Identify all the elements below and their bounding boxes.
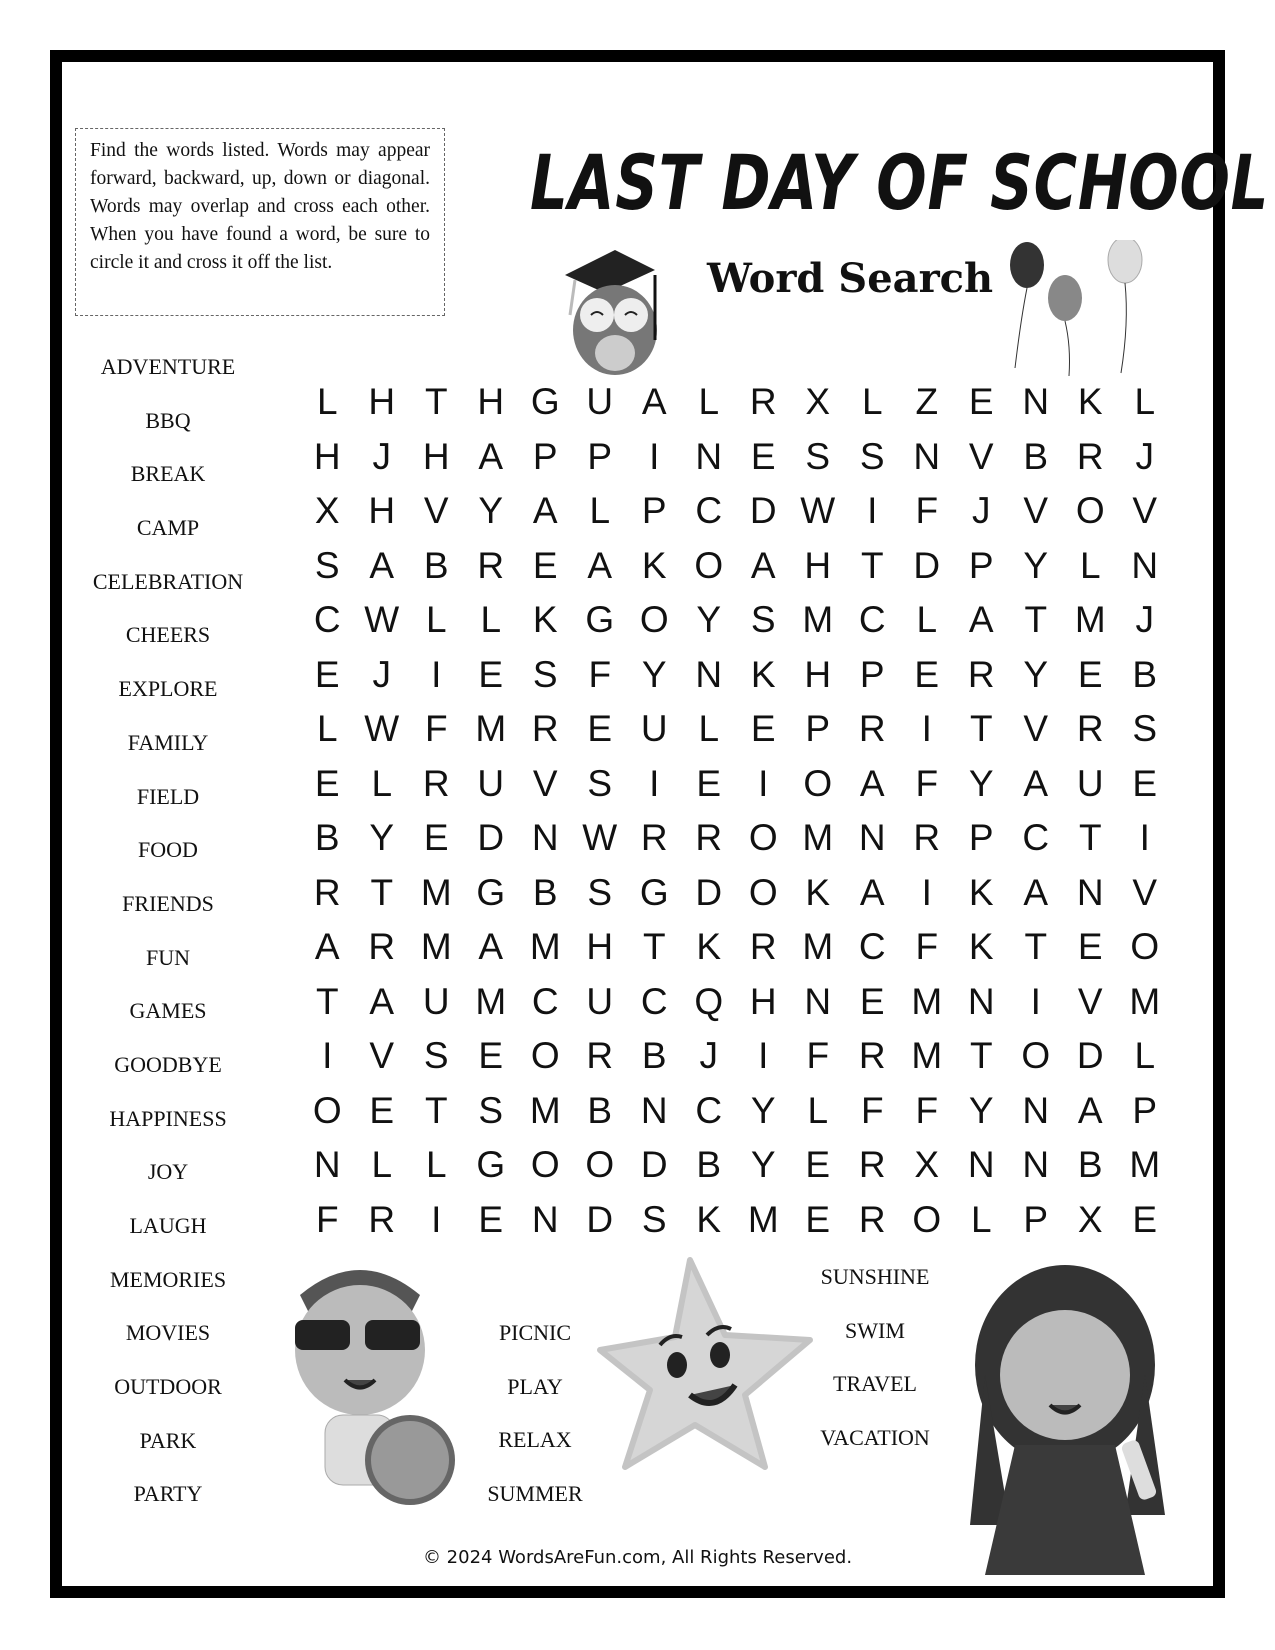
grid-cell: S xyxy=(750,599,776,640)
grid-cell: K xyxy=(750,653,776,695)
grid-cell: B xyxy=(696,1144,722,1185)
grid-cell: E xyxy=(369,1089,395,1131)
grid-cell: T xyxy=(969,1035,993,1076)
grid-cell: G xyxy=(585,599,615,640)
grid-cell: E xyxy=(478,1198,504,1240)
grid-cell: Y xyxy=(641,653,667,695)
page-subtitle: Word Search xyxy=(707,255,994,302)
grid-cell: L xyxy=(698,381,720,422)
grid-cell: F xyxy=(915,926,939,967)
copyright-footer: © 2024 WordsAreFun.com, All Rights Reserved. xyxy=(422,1547,853,1568)
grid-cell: U xyxy=(1076,762,1104,804)
word-item: RELAX xyxy=(498,1427,572,1453)
grid-cell: N xyxy=(1022,1089,1050,1131)
word-item: OUTDOOR xyxy=(114,1374,222,1400)
grid-cell: F xyxy=(860,1089,884,1131)
grid-cell: A xyxy=(641,381,667,422)
instructions-box: Find the words listed. Words may appear forward, backward, up, down or diagonal. Words may overlap and cross each other. When you have found a word, be sure to circle it and cross it off the list. xyxy=(75,128,445,316)
grid-cell: O xyxy=(748,817,778,858)
grid-cell: A xyxy=(1077,1089,1103,1131)
grid-cell: L xyxy=(698,708,720,749)
grid-cell: N xyxy=(967,980,995,1022)
grid-cell: F xyxy=(424,708,448,749)
grid-cell: K xyxy=(696,1198,722,1240)
grid-cell: L xyxy=(316,381,338,422)
grid-cell: F xyxy=(915,490,939,531)
grid-cell: S xyxy=(587,762,613,804)
grid-cell: I xyxy=(649,435,660,477)
grid-cell: H xyxy=(586,926,614,967)
grid-cell: V xyxy=(1132,871,1158,913)
grid-cell: M xyxy=(1074,599,1106,640)
grid-cell: P xyxy=(641,490,667,531)
grid-cell: O xyxy=(912,1198,942,1240)
grid-cell: J xyxy=(372,653,391,695)
grid-cell: A xyxy=(532,490,558,531)
grid-cell: N xyxy=(1022,1144,1050,1185)
grid-cell: N xyxy=(1076,871,1104,913)
grid-cell: L xyxy=(371,1144,393,1185)
grid-cell: N xyxy=(1022,381,1050,422)
grid-cell: V xyxy=(423,490,449,531)
grid-cell: I xyxy=(921,871,932,913)
word-item: PARTY xyxy=(133,1481,203,1507)
grid-cell: M xyxy=(420,871,452,913)
grid-cell: L xyxy=(589,490,611,531)
grid-cell: R xyxy=(967,653,995,695)
grid-cell: I xyxy=(322,1035,333,1076)
grid-cell: S xyxy=(478,1089,504,1131)
grid-cell: G xyxy=(476,871,506,913)
grid-cell: H xyxy=(368,490,396,531)
grid-cell: S xyxy=(532,653,558,695)
grid-cell: I xyxy=(431,1198,442,1240)
grid-cell: T xyxy=(315,980,339,1022)
grid-cell: F xyxy=(315,1198,339,1240)
smiling-star-icon xyxy=(595,1255,820,1470)
grid-cell: L xyxy=(425,599,447,640)
grid-cell: A xyxy=(859,762,885,804)
grid-cell: M xyxy=(911,980,943,1022)
word-item: JOY xyxy=(147,1159,189,1185)
grid-cell: V xyxy=(1077,980,1103,1022)
grid-cell: T xyxy=(424,381,448,422)
grid-cell: D xyxy=(749,490,777,531)
grid-cell: N xyxy=(531,817,559,858)
word-list-middle xyxy=(460,1318,610,1533)
grid-cell: R xyxy=(858,1035,886,1076)
grid-cell: B xyxy=(641,1035,667,1076)
grid-cell: K xyxy=(968,926,994,967)
grid-cell: T xyxy=(860,544,884,586)
grid-cell: E xyxy=(532,544,558,586)
grid-cell: S xyxy=(314,544,340,586)
grid-cell: S xyxy=(805,435,831,477)
grid-cell: M xyxy=(1129,980,1161,1022)
grid-cell: R xyxy=(858,1144,886,1185)
grid-cell: I xyxy=(1139,817,1150,858)
word-item: FAMILY xyxy=(127,729,209,755)
grid-cell: H xyxy=(422,435,450,477)
grid-cell: R xyxy=(313,871,341,913)
grid-cell: P xyxy=(587,435,613,477)
grid-cell: R xyxy=(368,926,396,967)
grid-cell: R xyxy=(1076,708,1104,749)
grid-cell: I xyxy=(758,1035,769,1076)
word-item: CHEERS xyxy=(125,622,211,648)
grid-cell: L xyxy=(316,708,338,749)
grid-cell: N xyxy=(1131,544,1159,586)
boy-with-sunglasses-icon xyxy=(260,1255,460,1515)
grid-cell: P xyxy=(1132,1089,1158,1131)
grid-cell: J xyxy=(372,435,391,477)
grid-cell: A xyxy=(587,544,613,586)
grid-cell: T xyxy=(1024,926,1048,967)
grid-cell: M xyxy=(475,708,507,749)
grid-cell: E xyxy=(1077,926,1103,967)
grid-cell: T xyxy=(969,708,993,749)
grid-cell: C xyxy=(1022,817,1050,858)
word-item: SUNSHINE xyxy=(820,1264,930,1289)
grid-cell: G xyxy=(530,381,560,422)
grid-cell: Y xyxy=(750,1089,776,1131)
word-item: GOODBYE xyxy=(114,1051,222,1077)
grid-cell: D xyxy=(913,544,941,586)
word-item: HAPPINESS xyxy=(109,1105,227,1131)
grid-cell: D xyxy=(586,1198,614,1240)
grid-cell: R xyxy=(749,381,777,422)
grid-cell: Y xyxy=(369,817,395,858)
grid-cell: H xyxy=(477,381,505,422)
grid-cell: B xyxy=(1132,653,1158,695)
grid-cell: M xyxy=(802,599,834,640)
grid-cell: H xyxy=(749,980,777,1022)
grid-cell: E xyxy=(423,817,449,858)
grid-cell: I xyxy=(649,762,660,804)
grid-cell: B xyxy=(532,871,558,913)
grid-cell: N xyxy=(640,1089,668,1131)
word-item: FIELD xyxy=(136,783,200,809)
graduate-girl-icon xyxy=(955,1255,1195,1585)
grid-cell: T xyxy=(424,1089,448,1131)
grid-cell: U xyxy=(477,762,505,804)
grid-cell: T xyxy=(370,871,394,913)
grid-cell: U xyxy=(586,381,614,422)
grid-cell: P xyxy=(968,544,994,586)
grid-cell: E xyxy=(314,762,340,804)
grid-cell: P xyxy=(859,653,885,695)
grid-cell: E xyxy=(314,653,340,695)
grid-cell: D xyxy=(695,871,723,913)
grid-cell: M xyxy=(911,1035,943,1076)
grid-cell: U xyxy=(422,980,450,1022)
grid-cell: R xyxy=(858,708,886,749)
grid-cell: V xyxy=(1023,708,1049,749)
grid-cell: V xyxy=(968,435,994,477)
word-item: EXPLORE xyxy=(118,676,218,702)
grid-cell: H xyxy=(368,381,396,422)
grid-cell: E xyxy=(805,1144,831,1185)
grid-cell: A xyxy=(750,544,776,586)
grid-cell: J xyxy=(1135,599,1154,640)
grid-cell: L xyxy=(970,1198,992,1240)
grid-cell: K xyxy=(968,871,994,913)
grid-cell: O xyxy=(1130,926,1160,967)
grid-cell: V xyxy=(1023,490,1049,531)
grid-cell: I xyxy=(431,653,442,695)
grid-cell: E xyxy=(478,1035,504,1076)
grid-cell: Y xyxy=(1023,653,1049,695)
grid-cell: F xyxy=(915,762,939,804)
grid-cell: B xyxy=(423,544,449,586)
grid-cell: Y xyxy=(478,490,504,531)
grid-cell: V xyxy=(369,1035,395,1076)
grid-cell: F xyxy=(588,653,612,695)
grid-cell: M xyxy=(747,1198,779,1240)
word-item: CAMP xyxy=(136,515,200,541)
grid-cell: O xyxy=(530,1035,560,1076)
grid-cell: J xyxy=(972,490,991,531)
word-item: FRIENDS xyxy=(122,890,214,916)
grid-cell: E xyxy=(750,708,776,749)
grid-cell: L xyxy=(425,1144,447,1185)
grid-cell: N xyxy=(531,1198,559,1240)
owl-graduate-icon xyxy=(555,245,685,380)
grid-cell: C xyxy=(695,1089,723,1131)
grid-cell: K xyxy=(1077,381,1103,422)
grid-cell: I xyxy=(867,490,878,531)
grid-cell: D xyxy=(1076,1035,1104,1076)
grid-cell: L xyxy=(807,1089,829,1131)
grid-cell: T xyxy=(642,926,666,967)
grid-cell: X xyxy=(914,1144,940,1185)
grid-cell: N xyxy=(695,435,723,477)
grid-cell: N xyxy=(858,817,886,858)
grid-cell: G xyxy=(639,871,669,913)
grid-cell: V xyxy=(1132,490,1158,531)
grid-cell: E xyxy=(805,1198,831,1240)
grid-cell: R xyxy=(640,817,668,858)
grid-cell: C xyxy=(531,980,559,1022)
grid-cell: A xyxy=(369,544,395,586)
word-item: FOOD xyxy=(138,837,198,863)
word-item: CELEBRATION xyxy=(92,568,244,594)
grid-cell: M xyxy=(802,817,834,858)
grid-cell: B xyxy=(1077,1144,1103,1185)
grid-cell: V xyxy=(532,762,558,804)
grid-cell: F xyxy=(806,1035,830,1076)
grid-cell: O xyxy=(1075,490,1105,531)
grid-cell: E xyxy=(1077,653,1103,695)
grid-cell: R xyxy=(422,762,450,804)
word-item: BREAK xyxy=(130,461,206,487)
word-item: FUN xyxy=(145,944,190,970)
grid-cell: L xyxy=(371,762,393,804)
grid-cell: C xyxy=(695,490,723,531)
grid-cell: K xyxy=(696,926,722,967)
grid-cell: O xyxy=(694,544,724,586)
grid-cell: Y xyxy=(750,1144,776,1185)
grid-cell: A xyxy=(1023,871,1049,913)
grid-cell: T xyxy=(1024,599,1048,640)
grid-cell: E xyxy=(1132,1198,1158,1240)
grid-cell: Y xyxy=(968,1089,994,1131)
grid-cell: J xyxy=(699,1035,718,1076)
grid-cell: S xyxy=(641,1198,667,1240)
grid-cell: L xyxy=(916,599,938,640)
grid-cell: N xyxy=(695,653,723,695)
grid-cell: E xyxy=(750,435,776,477)
word-item: PLAY xyxy=(507,1373,563,1399)
grid-cell: J xyxy=(1135,435,1154,477)
grid-cell: U xyxy=(640,708,668,749)
grid-cell: S xyxy=(423,1035,449,1076)
grid-cell: L xyxy=(480,599,502,640)
grid-cell: P xyxy=(1023,1198,1049,1240)
grid-cell: A xyxy=(859,871,885,913)
grid-cell: P xyxy=(805,708,831,749)
grid-cell: K xyxy=(641,544,667,586)
grid-cell: E xyxy=(696,762,722,804)
grid-cell: N xyxy=(967,1144,995,1185)
grid-cell: S xyxy=(859,435,885,477)
word-item: MEMORIES xyxy=(109,1266,227,1292)
grid-cell: E xyxy=(478,653,504,695)
grid-cell: P xyxy=(532,435,558,477)
word-item: GAMES xyxy=(129,998,207,1024)
grid-cell: B xyxy=(1023,435,1049,477)
grid-cell: X xyxy=(805,381,831,422)
grid-cell: E xyxy=(914,653,940,695)
grid-cell: N xyxy=(913,435,941,477)
grid-cell: M xyxy=(475,980,507,1022)
grid-cell: I xyxy=(758,762,769,804)
page-title: LAST DAY OF SCHOOL xyxy=(530,138,1270,227)
grid-cell: P xyxy=(968,817,994,858)
grid-cell: O xyxy=(748,871,778,913)
word-item: PARK xyxy=(139,1427,197,1453)
grid-cell: E xyxy=(859,980,885,1022)
grid-cell: W xyxy=(364,599,400,640)
grid-cell: T xyxy=(1078,817,1102,858)
grid-cell: W xyxy=(582,817,618,858)
grid-cell: E xyxy=(968,381,994,422)
grid-cell: A xyxy=(478,435,504,477)
grid-cell: M xyxy=(420,926,452,967)
grid-cell: R xyxy=(586,1035,614,1076)
grid-cell: O xyxy=(312,1089,342,1131)
word-item: TRAVEL xyxy=(833,1371,917,1397)
grid-cell: Q xyxy=(694,980,724,1022)
grid-cell: C xyxy=(858,599,886,640)
grid-cell: R xyxy=(531,708,559,749)
grid-cell: H xyxy=(313,435,341,477)
grid-cell: L xyxy=(1134,1035,1156,1076)
grid-cell: R xyxy=(1076,435,1104,477)
grid-cell: L xyxy=(1134,381,1156,422)
grid-cell: B xyxy=(314,817,340,858)
grid-cell: C xyxy=(313,599,341,640)
grid-cell: S xyxy=(587,871,613,913)
grid-cell: U xyxy=(586,980,614,1022)
grid-cell: C xyxy=(858,926,886,967)
grid-cell: W xyxy=(364,708,400,749)
grid-cell: O xyxy=(530,1144,560,1185)
grid-cell: M xyxy=(802,926,834,967)
word-item: VACATION xyxy=(820,1425,930,1451)
word-item: SUMMER xyxy=(487,1481,583,1507)
grid-cell: X xyxy=(314,490,340,531)
grid-cell: L xyxy=(861,381,883,422)
grid-cell: E xyxy=(587,708,613,749)
letter-grid xyxy=(300,382,1172,1254)
word-item: ADVENTURE xyxy=(100,354,236,379)
grid-cell: O xyxy=(803,762,833,804)
word-list-right xyxy=(800,1262,950,1477)
grid-cell: C xyxy=(640,980,668,1022)
grid-cell: D xyxy=(640,1144,668,1185)
grid-cell: B xyxy=(587,1089,613,1131)
grid-cell: O xyxy=(639,599,669,640)
grid-cell: R xyxy=(695,817,723,858)
grid-cell: M xyxy=(1129,1144,1161,1185)
grid-cell: X xyxy=(1077,1198,1103,1240)
word-item: MOVIES xyxy=(125,1320,211,1346)
grid-cell: H xyxy=(804,653,832,695)
grid-cell: O xyxy=(585,1144,615,1185)
grid-cell: N xyxy=(804,980,832,1022)
grid-cell: E xyxy=(1132,762,1158,804)
balloons-icon xyxy=(1005,240,1145,380)
word-item: PICNIC xyxy=(498,1320,572,1345)
grid-cell: Z xyxy=(915,381,939,422)
grid-cell: I xyxy=(1030,980,1041,1022)
grid-cell: A xyxy=(968,599,994,640)
grid-cell: N xyxy=(313,1144,341,1185)
grid-cell: D xyxy=(477,817,505,858)
grid-cell: R xyxy=(913,817,941,858)
grid-cell: A xyxy=(478,926,504,967)
grid-cell: K xyxy=(805,871,831,913)
grid-cell: A xyxy=(1023,762,1049,804)
grid-cell: Y xyxy=(696,599,722,640)
grid-cell: A xyxy=(369,980,395,1022)
grid-cell: S xyxy=(1132,708,1158,749)
grid-cell: I xyxy=(921,708,932,749)
grid-cell: R xyxy=(368,1198,396,1240)
grid-cell: K xyxy=(532,599,558,640)
grid-cell: M xyxy=(529,926,561,967)
grid-cell: R xyxy=(858,1198,886,1240)
grid-cell: L xyxy=(1079,544,1101,586)
grid-cell: G xyxy=(476,1144,506,1185)
grid-cell: Y xyxy=(1023,544,1049,586)
grid-cell: O xyxy=(1021,1035,1051,1076)
grid-cell: W xyxy=(800,490,836,531)
grid-cell: R xyxy=(477,544,505,586)
grid-cell: R xyxy=(749,926,777,967)
grid-cell: M xyxy=(529,1089,561,1131)
grid-cell: F xyxy=(915,1089,939,1131)
word-list-left xyxy=(68,352,268,1533)
word-item: LAUGH xyxy=(129,1213,207,1238)
grid-cell: Y xyxy=(968,762,994,804)
grid-cell: A xyxy=(314,926,340,967)
word-item: BBQ xyxy=(145,407,191,433)
word-item: SWIM xyxy=(845,1317,905,1343)
grid-cell: H xyxy=(804,544,832,586)
